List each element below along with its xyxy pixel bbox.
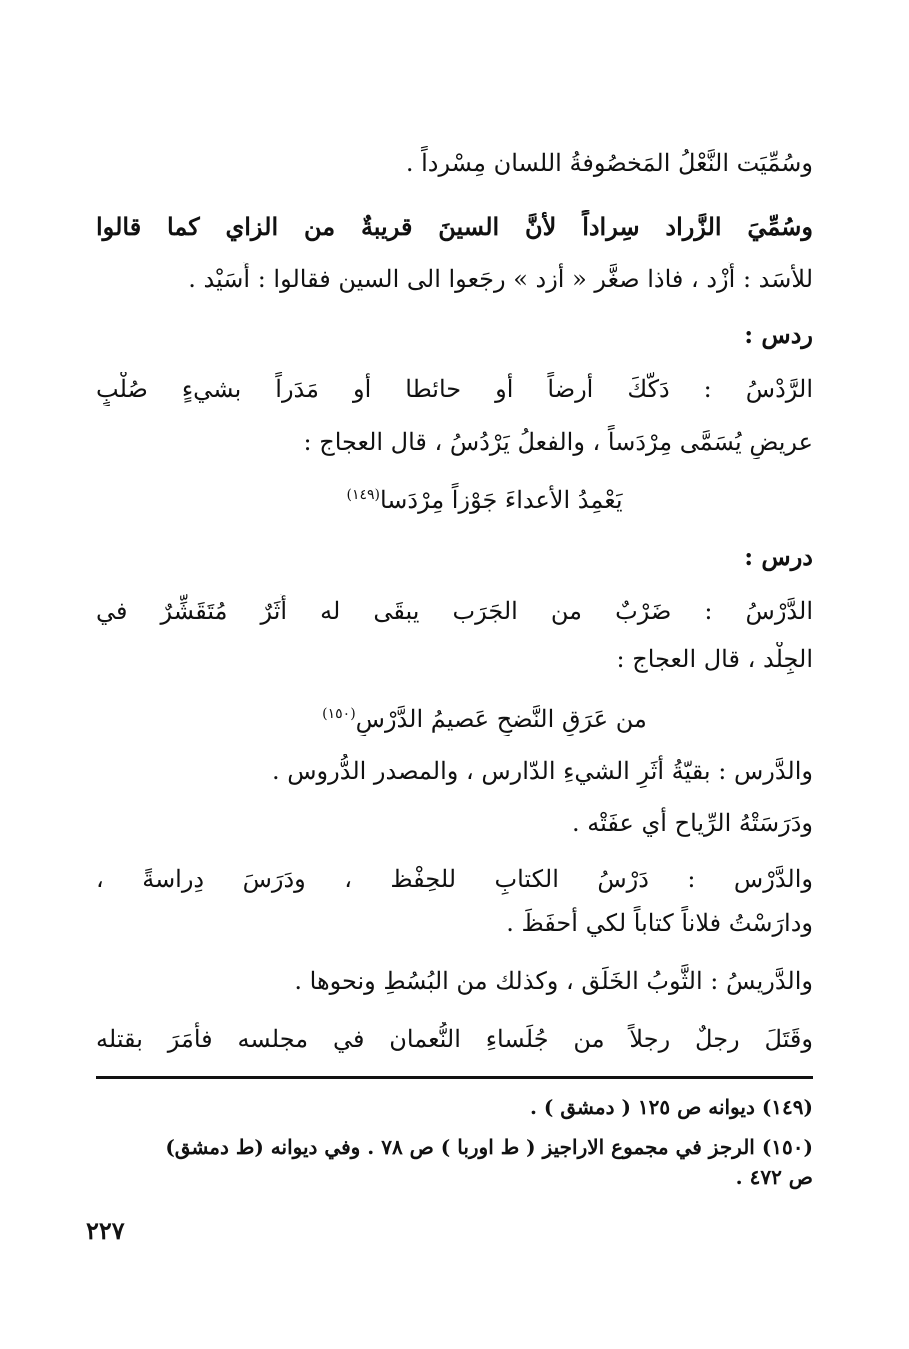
- text-line-12: والدَّرس : بقيّةُ أثَرِ الشيءِ الدّارس ، والمصدر الدُّروس .: [271, 757, 813, 785]
- text-line-9: الدَّرْسُ : ضَرْبٌ من الجَرَب يبقَى له أَثَرٌ مُتَقَشِّرٌ في: [96, 597, 813, 625]
- verse-text: من عَرَقِ النَّضحِ عَصيمُ الدَّرْسِ: [355, 705, 647, 733]
- verse-text: يَعْمِدُ الأعداءَ جَوْزاً مِرْدَسا: [379, 486, 623, 514]
- text-line-15: ودارَسْتُ فلاناً كتاباً لكي أحفَظَ .: [506, 909, 813, 937]
- text-line-13: ودَرَسَتْهُ الرِّياح أي عفَتْه .: [572, 809, 813, 837]
- page-number: ٢٢٧: [86, 1216, 125, 1245]
- verse-line-1: [200, 478, 769, 517]
- text-line-3: للأسَد : أَزْد ، فاذا صغَّر « أزد » رجَعوا الى السين فقالوا : أُسَيْد .: [188, 265, 813, 293]
- text-line-16: والدَّريسُ : الثَّوبُ الخَلَق ، وكذلك من البُسُطِ ونحوها .: [294, 967, 813, 995]
- note-ref-150: (١٥٠): [322, 706, 356, 722]
- footnote-150-cont: ص ٤٧٢ .: [735, 1165, 813, 1189]
- section-heading-rads: ردس :: [744, 320, 813, 349]
- text-line-6: عريضٍ يُسَمَّى مِرْدَساً ، والفعلُ يَرْدُسُ ، قال العجاج :: [303, 428, 813, 456]
- text-line-14: والدَّرْس : دَرْسُ الكتابِ للحِفْظ ، ودَرَسَ دِراسةً ،: [96, 865, 813, 893]
- text-line-17: وقَتَلَ رجلٌ رجلاً من جُلَساءِ النُّعمان في مجلسه فأمَرَ بقتله: [96, 1025, 813, 1053]
- note-ref-149: (١٤٩): [346, 487, 380, 503]
- text-line-5: الرَّدْسُ : دَكُّكَ أرضاً أو حائطا أو مَدَراً بشيءٍ صُلْبٍ: [96, 375, 813, 403]
- verse-line-2: [200, 697, 769, 736]
- footnote-150: (١٥٠) الرجز في مجموع الاراجيز ( ط اوربا ) ص ٧٨ . وفي ديوانه (ط دمشق): [165, 1135, 813, 1159]
- footnote-149: (١٤٩) ديوانه ص ١٢٥ ( دمشق ) .: [529, 1095, 813, 1119]
- footnote-divider: [96, 1076, 813, 1079]
- section-heading-dars: درس :: [744, 542, 813, 571]
- text-line-2: وسُمِّيَ الزَّراد سِراداً لأنَّ السينَ قريبةٌ من الزاي كما قالوا: [96, 212, 813, 241]
- text-line-1: وسُمِّيَت النَّعْلُ المَخصُوفةُ اللسان مِسْرداً .: [405, 149, 813, 177]
- text-line-10: الجِلْد ، قال العجاج :: [616, 645, 813, 673]
